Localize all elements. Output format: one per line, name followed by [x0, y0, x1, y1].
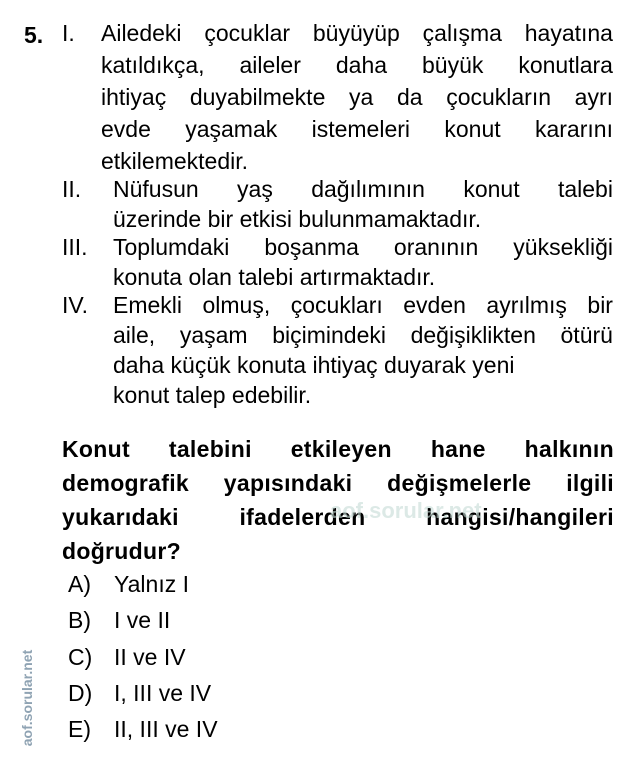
statement-line	[101, 148, 248, 175]
word: çocukları	[290, 292, 383, 318]
word: ya	[349, 84, 374, 110]
word: ötürü	[560, 322, 613, 348]
word: kararını	[534, 116, 613, 142]
word: da	[396, 84, 423, 110]
option-text: II, III ve IV	[114, 716, 218, 742]
option-text: II ve IV	[114, 644, 186, 670]
word: evde	[101, 116, 151, 142]
option-letter: B)	[68, 607, 91, 633]
option-c[interactable]	[68, 639, 186, 675]
statement-line	[101, 52, 613, 79]
word: talebini	[168, 436, 252, 462]
word: etkilemektedir.	[101, 148, 249, 174]
word: hayatına	[524, 20, 613, 46]
word: demografik	[62, 470, 189, 496]
word: konuta olan talebi artırmaktadır.	[113, 264, 436, 290]
option-b[interactable]	[68, 602, 170, 638]
option-text: I ve II	[114, 607, 171, 633]
word: üzerinde bir etkisi bulunmamaktadır.	[113, 206, 482, 232]
statement-numeral: IV.	[62, 292, 89, 318]
statement-line	[101, 84, 613, 111]
option-a[interactable]	[68, 566, 189, 602]
question-number: 5.	[24, 22, 44, 48]
word: ihtiyaç	[101, 84, 167, 110]
word: bir	[587, 292, 613, 318]
word: etkileyen	[290, 436, 392, 462]
word: yukarıdaki	[62, 504, 179, 530]
option-letter: A)	[68, 571, 91, 597]
statement-line	[113, 264, 435, 291]
option-text: Yalnız I	[114, 571, 189, 597]
word: katıldıkça,	[101, 52, 205, 78]
statement-line	[113, 292, 613, 319]
word: Emekli	[113, 292, 183, 318]
word: ayrılmış	[486, 292, 567, 318]
statement-numeral: I.	[62, 20, 75, 46]
statement-line	[113, 382, 311, 409]
statement-line	[113, 176, 613, 203]
word: çocukların	[446, 84, 552, 110]
word: ifadelerden	[239, 504, 366, 530]
statement-numeral: III.	[62, 234, 88, 260]
word: yaş	[237, 176, 273, 202]
word: doğrudur?	[62, 538, 181, 564]
word: aileler	[239, 52, 301, 78]
word: hangisi/hangileri	[426, 504, 614, 530]
word: boşanma	[264, 234, 359, 260]
word: ayrı	[574, 84, 613, 110]
word: konutlara	[518, 52, 613, 78]
word: konut	[444, 116, 501, 142]
stem-line	[62, 534, 614, 568]
word: aile,	[113, 322, 156, 348]
word: çocuklar	[204, 20, 291, 46]
option-d[interactable]	[68, 675, 211, 711]
word: büyüyüp	[312, 20, 400, 46]
word: yapısındaki	[223, 470, 353, 496]
word: duyabilmekte	[189, 84, 326, 110]
statement-line	[113, 206, 481, 233]
option-letter: E)	[68, 716, 91, 742]
word: yüksekliği	[513, 234, 613, 260]
word: yaşamak	[185, 116, 278, 142]
stem-line	[62, 432, 614, 466]
option-letter: C)	[68, 644, 93, 670]
word: konut	[463, 176, 520, 202]
word: konut talep edebilir.	[113, 382, 312, 408]
statement-line	[113, 322, 613, 349]
word: talebi	[557, 176, 613, 202]
word: olmuş,	[202, 292, 271, 318]
word: hane	[430, 436, 486, 462]
word: Ailedeki	[101, 20, 182, 46]
word: değişmelerle	[387, 470, 532, 496]
statement-line	[113, 234, 613, 261]
statement-line	[101, 116, 613, 143]
word: oranının	[393, 234, 479, 260]
word: dağılımının	[311, 176, 425, 202]
statement-line	[113, 352, 514, 379]
word: daha küçük konuta ihtiyaç duyarak yeni	[113, 352, 515, 378]
statement-line	[101, 20, 613, 47]
word: istemeleri	[311, 116, 411, 142]
word: daha	[335, 52, 388, 78]
word: halkının	[524, 436, 614, 462]
stem-line	[62, 466, 614, 500]
word: Toplumdaki	[113, 234, 230, 260]
word: biçimindeki	[272, 322, 386, 348]
option-text: I, III ve IV	[114, 680, 212, 706]
watermark-side: aof.sorular.net	[19, 649, 35, 747]
word: çalışma	[422, 20, 502, 46]
word: büyük	[422, 52, 484, 78]
word: yaşam	[179, 322, 248, 348]
option-e[interactable]	[68, 711, 218, 747]
word: ilgili	[566, 470, 614, 496]
word: Konut	[62, 436, 130, 462]
word: değişiklikten	[410, 322, 536, 348]
word: Nüfusun	[113, 176, 199, 202]
watermark-center: aof.sorular.net	[330, 498, 482, 523]
statement-numeral: II.	[62, 176, 82, 202]
word: evden	[403, 292, 466, 318]
option-letter: D)	[68, 680, 93, 706]
